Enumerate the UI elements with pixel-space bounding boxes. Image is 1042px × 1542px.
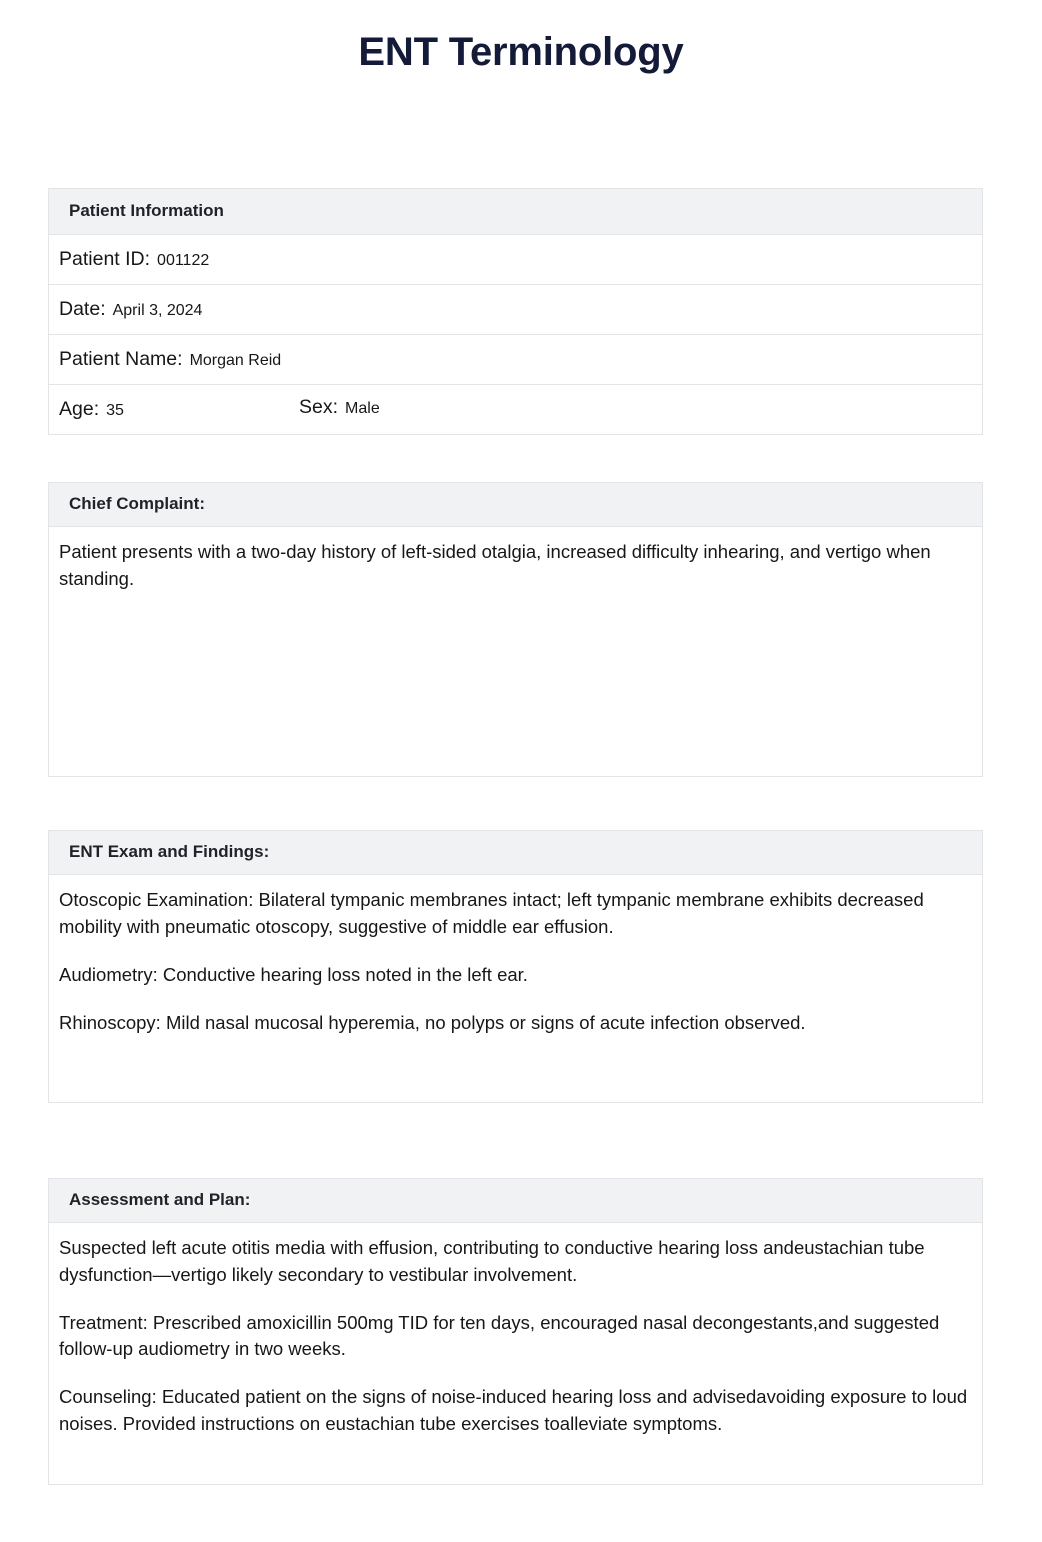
patient-information-header: Patient Information (49, 189, 983, 235)
assessment-paragraph: Suspected left acute otitis media with effusion, contributing to conductive hearing loss andeustachian tube dysfunction—vertigo likely secondary to vestibular involvement. (59, 1237, 925, 1285)
chief-complaint-section (48, 482, 983, 777)
patient-name-cell (49, 335, 983, 385)
table-row (49, 235, 983, 285)
table-row (49, 285, 983, 335)
sex-group (299, 396, 380, 419)
page-title: ENT Terminology (358, 30, 684, 74)
patient-id-value[interactable]: 001122 (157, 251, 210, 269)
assessment-paragraph: Treatment: Prescribed amoxicillin 500mg TID for ten days, encouraged nasal decongestants,and suggested follow-up audiometry in two weeks. (59, 1311, 940, 1360)
patient-id-cell (49, 235, 983, 285)
sex-label: Sex: (299, 396, 339, 418)
assessment-and-plan-body[interactable] (48, 1223, 983, 1485)
date-value[interactable]: April 3, 2024 (112, 301, 203, 319)
ent-exam-paragraph: Audiometry: Conductive hearing loss noted in the left ear. (59, 963, 528, 985)
chief-complaint-text: Patient presents with a two-day history of left-sided otalgia, increased difficulty inhearing, and vertigo when standing. (59, 541, 931, 589)
table-row (49, 335, 983, 385)
patient-name-value[interactable]: Morgan Reid (189, 351, 282, 369)
table-row-header (49, 189, 983, 235)
ent-exam-section (48, 830, 983, 1103)
ent-exam-body[interactable] (48, 875, 983, 1103)
date-cell (49, 285, 983, 335)
age-value[interactable]: 35 (106, 401, 124, 419)
sex-value[interactable]: Male (345, 400, 380, 417)
assessment-and-plan-section (48, 1178, 983, 1485)
age-sex-cell (49, 385, 983, 435)
chief-complaint-header: Chief Complaint: (48, 482, 983, 527)
ent-exam-paragraph: Rhinoscopy: Mild nasal mucosal hyperemia, no polyps or signs of acute infection observed. (59, 1012, 806, 1034)
patient-information-table (48, 188, 983, 435)
ent-exam-paragraph: Otoscopic Examination: Bilateral tympanic membranes intact; left tympanic membrane exhibits decreased mobility with pneumatic otoscopy, suggestive of middle ear effusion. (59, 889, 924, 937)
date-label: Date: (59, 297, 106, 320)
assessment-and-plan-header: Assessment and Plan: (48, 1178, 983, 1223)
chief-complaint-body[interactable] (48, 527, 983, 777)
patient-name-label: Patient Name: (59, 347, 183, 370)
ent-exam-header: ENT Exam and Findings: (48, 830, 983, 875)
age-label: Age: (59, 397, 100, 420)
table-row (49, 385, 983, 435)
patient-id-label: Patient ID: (59, 247, 151, 270)
assessment-paragraph: Counseling: Educated patient on the signs of noise-induced hearing loss and advisedavoiding exposure to loud noises. Provided instructions on eustachian tube exercises toalleviate symptoms. (59, 1386, 968, 1434)
